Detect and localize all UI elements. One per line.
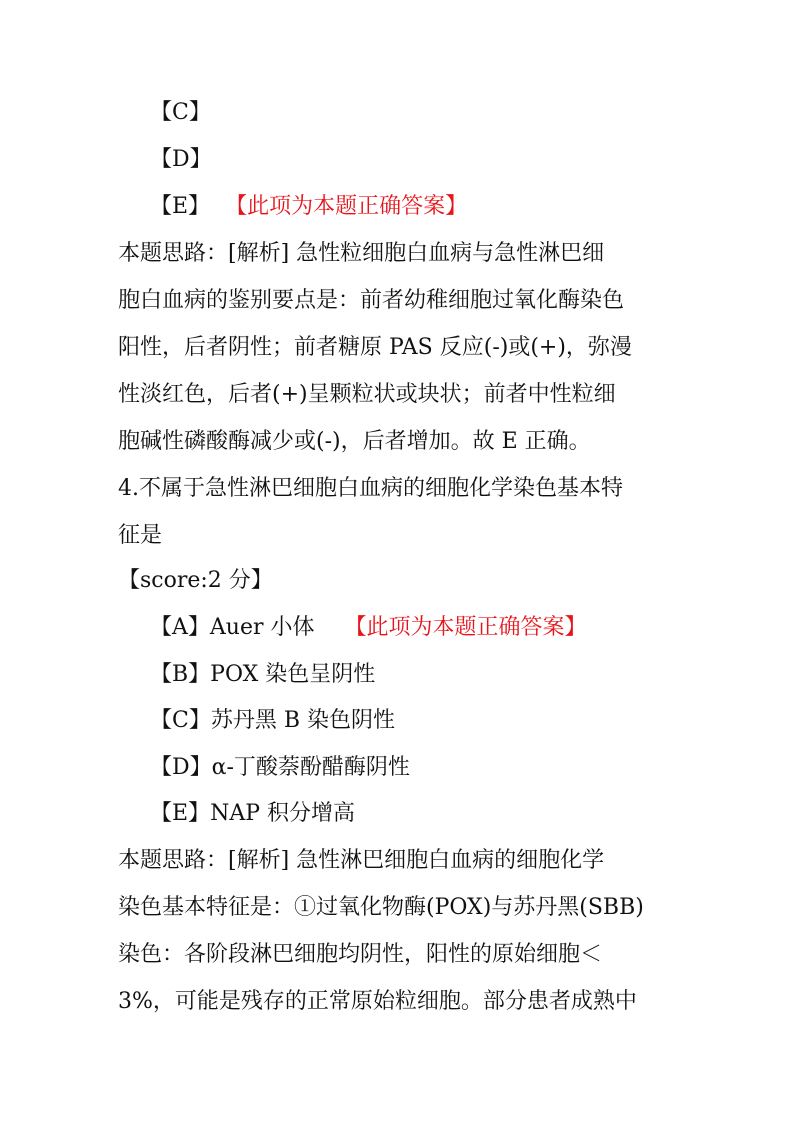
explanation-line: 阳性，后者阴性；前者糖原 PAS 反应(-)或(+)，弥漫 [118,335,632,360]
option-label: 【D】 [150,755,212,780]
option-text: POX 染色呈阴性 [210,662,376,687]
option-text: Auer 小体 [209,615,315,640]
option-e [150,799,355,829]
explanation-line: 本题思路：[解析] 急性淋巴细胞白血病的细胞化学 [118,848,605,873]
option-label: 【D】 [150,147,212,172]
option-d [150,145,212,175]
option-b [150,660,375,690]
option-text: α-丁酸萘酚醋酶阴性 [211,755,410,780]
option-text: NAP 积分增高 [210,801,355,826]
score-label: 【score:2 分】 [118,568,273,593]
correct-answer-tag: 【此项为本题正确答案】 [236,194,468,219]
explanation-line: 3%，可能是残存的正常原始粒细胞。部分患者成熟中 [118,989,637,1014]
explanation-line: 染色：各阶段淋巴细胞均阴性，阳性的原始细胞＜ [118,942,603,967]
option-label: 【E】 [150,194,211,219]
option-label: 【A】 [150,615,210,640]
option-c [150,98,211,128]
explanation-line: 胞碱性磷酸酶减少或(-)，后者增加。故 E 正确。 [118,429,591,454]
option-a [150,613,587,643]
question-text: 4.不属于急性淋巴细胞白血病的细胞化学染色基本特 [118,476,623,501]
explanation-line: 染色基本特征是：①过氧化物酶(POX)与苏丹黑(SBB) [118,895,644,920]
option-d [150,753,410,783]
option-e [150,192,467,222]
option-label: 【C】 [150,708,211,733]
explanation-line: 本题思路：[解析] 急性粒细胞白血病与急性淋巴细 [118,241,605,266]
option-label: 【C】 [150,100,211,125]
explanation-line: 胞白血病的鉴别要点是：前者幼稚细胞过氧化酶染色 [118,288,625,313]
question-text: 征是 [118,523,163,548]
option-text: 苏丹黑 B 染色阴性 [210,708,395,733]
option-label: 【E】 [150,801,211,826]
explanation-line: 性淡红色，后者(+)呈颗粒状或块状；前者中性粒细 [118,382,616,407]
correct-answer-tag: 【此项为本题正确答案】 [344,615,587,640]
option-c [150,706,395,736]
option-label: 【B】 [150,662,211,687]
